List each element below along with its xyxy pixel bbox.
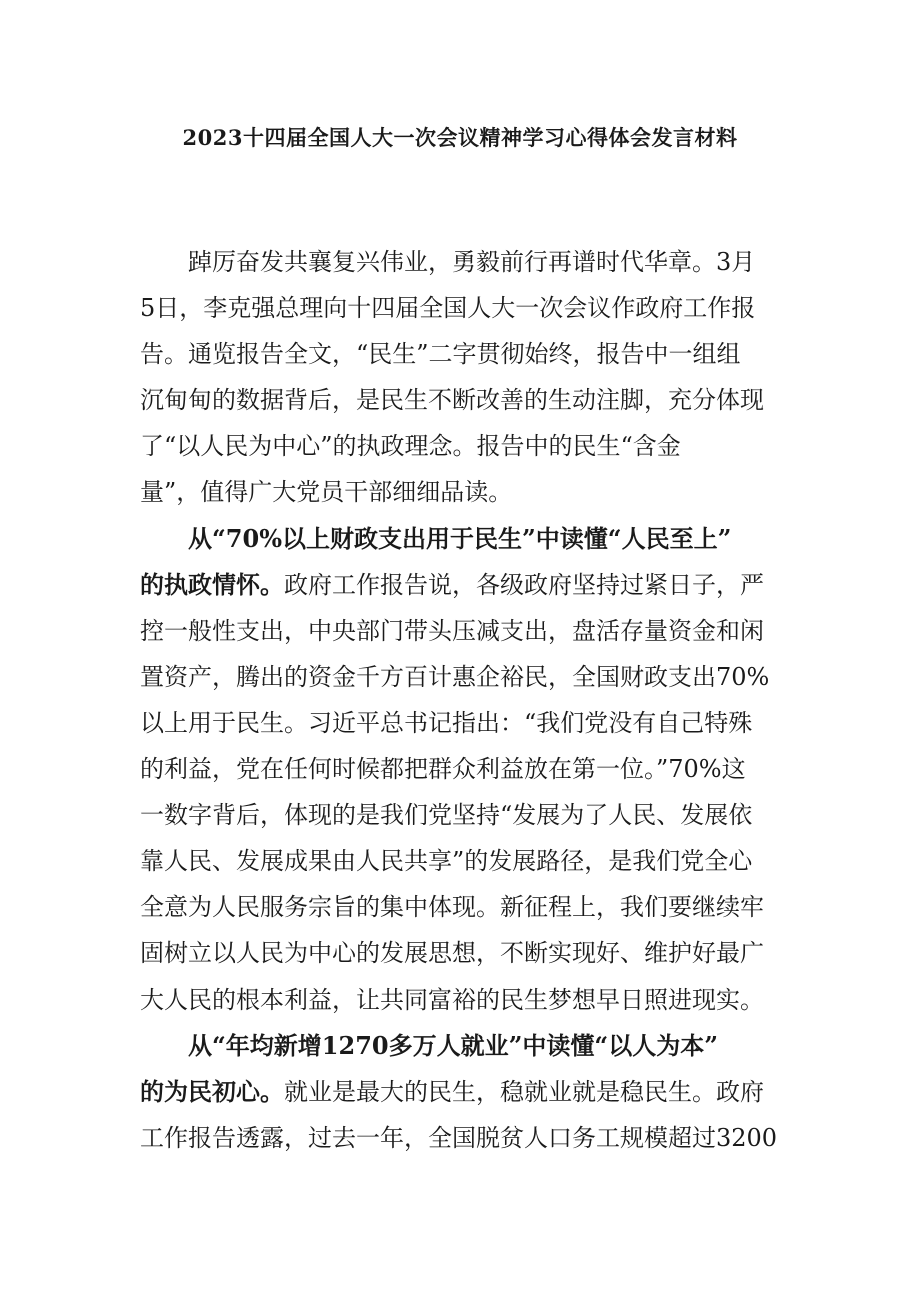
text-run: 一数字背后，体现的是我们党坚持“发展为了人民、发展依	[140, 801, 753, 830]
paragraph-1-line-3	[140, 331, 820, 377]
text-run: 政府工作报告说，各级政府坚持过紧日子，严	[284, 570, 764, 599]
text-run: 工作报告透露，过去一年，全国脱贫人口务工规模超过3200	[140, 1123, 778, 1152]
text-run: 5日，李克强总理向十四届全国人大一次会议作政府工作报	[140, 294, 756, 323]
paragraph-1-line-4	[140, 377, 820, 423]
paragraph-2-line-8	[140, 838, 820, 884]
text-run: 控一般性支出，中央部门带头压减支出，盘活存量资金和闲	[140, 616, 764, 645]
document-title: 2023十四届全国人大一次会议精神学习心得体会发言材料	[182, 125, 738, 150]
paragraph-2-line-2	[140, 562, 820, 608]
text-run: 大人民的根本利益，让共同富裕的民生梦想早日照进现实。	[140, 985, 764, 1014]
paragraph-3-line-3	[140, 1115, 820, 1161]
paragraph-2-line-6	[140, 746, 820, 792]
text-run: 靠人民、发展成果由人民共享”的发展路径，是我们党全心	[140, 847, 753, 876]
text-run: 了“以人民为中心”的执政理念。报告中的民生“含金	[140, 432, 681, 461]
paragraph-2-line-5	[140, 700, 820, 746]
text-run: 踔厉奋发共襄复兴伟业，勇毅前行再谱时代华章。3月	[188, 248, 756, 276]
paragraph-3-line-1	[140, 1023, 820, 1069]
text-run: 全意为人民服务宗旨的集中体现。新征程上，我们要继续牢	[140, 893, 764, 922]
paragraph-2-line-4	[140, 654, 820, 700]
text-run: 量”，值得广大党员干部细细品读。	[140, 478, 513, 507]
paragraph-1-line-2	[140, 285, 820, 331]
text-run: 以上用于民生。习近平总书记指出：“我们党没有自己特殊	[140, 708, 753, 737]
paragraph-1-line-6	[140, 469, 820, 515]
paragraph-2-line-11	[140, 977, 820, 1023]
paragraph-2-line-9	[140, 884, 820, 930]
paragraph-2-line-1	[140, 516, 820, 562]
text-run: 置资产，腾出的资金千方百计惠企裕民，全国财政支出70%	[140, 662, 770, 691]
paragraph-1-line-5	[140, 423, 820, 469]
section-heading: 的执政情怀。	[140, 569, 284, 599]
text-run: 沉甸甸的数据背后，是民生不断改善的生动注脚，充分体现	[140, 386, 764, 415]
paragraph-1-line-1	[140, 239, 820, 285]
text-run: 告。通览报告全文，“民生”二字贯彻始终，报告中一组组	[140, 340, 741, 369]
paragraph-2-line-7	[140, 792, 820, 838]
paragraph-2-line-10	[140, 930, 820, 976]
document-body	[140, 239, 820, 1161]
section-heading: 从“年均新增1270多万人就业”中读懂“以人为本”	[188, 1030, 719, 1060]
text-run: 就业是最大的民生，稳就业就是稳民生。政府	[284, 1077, 764, 1106]
text-run: 的利益，党在任何时候都把群众利益放在第一位。”70%这	[140, 755, 746, 784]
paragraph-3-line-2	[140, 1069, 820, 1115]
section-heading: 的为民初心。	[140, 1076, 284, 1106]
text-run: 固树立以人民为中心的发展思想，不断实现好、维护好最广	[140, 939, 764, 968]
paragraph-2-line-3	[140, 608, 820, 654]
section-heading: 从“70%以上财政支出用于民生”中读懂“人民至上”	[188, 523, 732, 553]
